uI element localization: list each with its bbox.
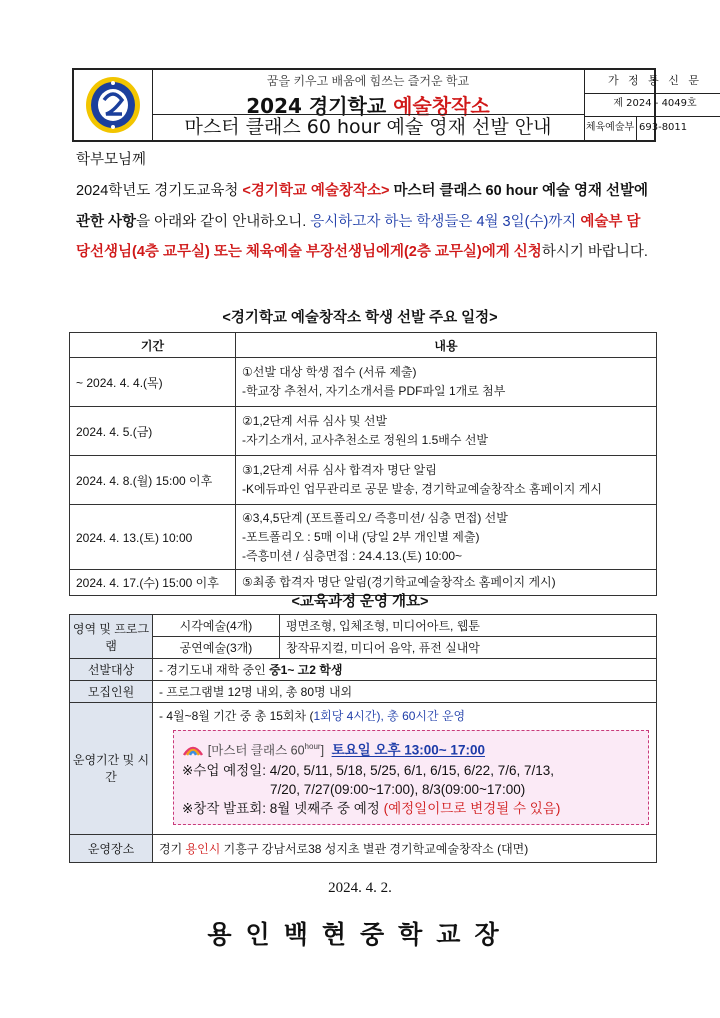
table-row: 2024. 4. 8.(월) 15:00 이후 ③1,2단계 서류 심사 합격자 명단 알림 -K에듀파인 업무관리로 공문 발송, 경기학교예술창작소 홈페이지 게시: [70, 456, 657, 505]
salutation: 학부모님께: [76, 152, 147, 168]
table-row: ~ 2024. 4. 4.(목) ①선발 대상 학생 접수 (서류 제출) -학교장 추천서, 자기소개서를 PDF파일 1개로 첨부: [70, 358, 657, 407]
master-class-box: [마스터 클래스 $60^{hour}$] 토요일 오후 13:00~ 17:00 ※수업 예정일: 4/20, 5/11, 5/18, 5/25, 6/1, 6/15, 6/22, 7/6, 7/13, 7/20, 7/27(09:00~17:00), 8/3(09:00~17:00) ※창작 발표회: 8월 넷째주 중 예정 (예정일이므로 변경될 수 있음): [173, 730, 649, 825]
notice-title: 2024 경기학교 예술창작소: [246, 94, 490, 118]
table-row: 2024. 4. 5.(금) ②1,2단계 서류 심사 및 선발 -자기소개서, 교사추천소로 정원의 1.5배수 선발: [70, 407, 657, 456]
schedule-title: <경기학교 예술창작소 학생 선발 주요 일정>: [222, 310, 498, 326]
schedule-table: [69, 332, 657, 596]
dept-phone: 693-8011: [639, 122, 688, 133]
letter-header: [72, 68, 703, 142]
course-table: 영역 및 프로그램 시각예술(4개) 평면조형, 입체조형, 미디어아트, 웹툰 공연예술(3개) 창작뮤지컬, 미디어 음악, 퓨전 실내악 선발대상 - 경기도내 재학 중인 중1~ 고2 학생 모집인원 - 프로그램별 12명 내외, 총 80명 내외 운영기간 및 시간 - 4월~8월 기간 중 총 15회차 (1회당 4시간), 총 60시간 운영 [마스터 클래스 $60^{hour}$] 토요일 오후 13:00~ 17:00 ※수업 예정일: 4/20, 5/11, 5/18, 5/25, 6/1, 6/15, 6/22, 7/6, 7/13, 7/20, 7/27(09:00~17:00), 8/3(09:00~17:00) ※창작 발표회: 8월 넷째주 중 예정 (예정일이므로 변경될 수 있음) 운영장소 경기 용인시 기흥구 강남서로38 성지초 별관 경기학교예술창작소 (대면): [69, 614, 657, 863]
rainbow-icon: [182, 741, 204, 757]
dept-name: 체육예술부: [584, 116, 637, 140]
schedule-header-period: 기간: [70, 333, 236, 358]
program-name: <경기학교 예술창작소>: [242, 183, 390, 199]
principal-signature: 용인백현중학교장: [207, 920, 513, 949]
body-paragraph: 2024학년도 경기도교육청 <경기학교 예술창작소> 마스터 클래스 60 hour 예술 영재 선발에 관한 사항을 아래와 같이 안내하오니. 응시하고자 하는 학생들은 4월 3일(수)까지 예술부 담당선생님(4층 교무실) 또는 체육예술 부장선생님에게(2층 교무실)에게 신청하시기 바랍니다.: [76, 183, 649, 260]
course-title: <교육과정 운영 개요>: [291, 594, 429, 610]
issue-date: 2024. 4. 2.: [328, 880, 392, 896]
schedule-header-content: 내용: [236, 333, 657, 358]
doc-number: 제 2024 - 4049호: [584, 93, 720, 117]
apply-contact: 예술부 담당선생님(4층 교무실) 또는 체육예술 부장선생님에게(2층 교무실)에게 신청: [76, 213, 641, 260]
class-time: 토요일 오후 13:00~ 17:00: [331, 742, 485, 758]
period-label: 운영기간 및 시간: [70, 703, 153, 835]
area-label: 영역 및 프로그램: [70, 615, 153, 659]
doc-type: 가 정 통 신 문: [584, 70, 720, 94]
deadline: 응시하고자 하는 학생들은 4월 3일(수)까지: [310, 213, 577, 230]
school-logo: [74, 70, 153, 140]
title-accent: 예술창작소: [393, 94, 490, 118]
school-slogan: 꿈을 키우고 배움에 힘쓰는 즐거운 학교: [266, 74, 470, 88]
notice-subtitle: 마스터 클래스 60 hour 예술 영재 선발 안내: [152, 114, 584, 141]
venue-label: 운영장소: [70, 834, 153, 862]
table-row: 2024. 4. 17.(수) 15:00 이후 ⑤최종 합격자 명단 알림(경기학교예술창작소 홈페이지 게시): [70, 570, 657, 596]
table-row: 2024. 4. 13.(토) 10:00 ④3,4,5단계 (포트폴리오/ 즉흥미션/ 심층 면접) 선발 -포트폴리오 : 5매 이내 (당일 2부 개인별 제출) -즉흥미션 / 심층면접 : 24.4.13.(토) 10:00~: [70, 505, 657, 570]
target-label: 선발대상: [70, 659, 153, 681]
recruit-label: 모집인원: [70, 681, 153, 703]
